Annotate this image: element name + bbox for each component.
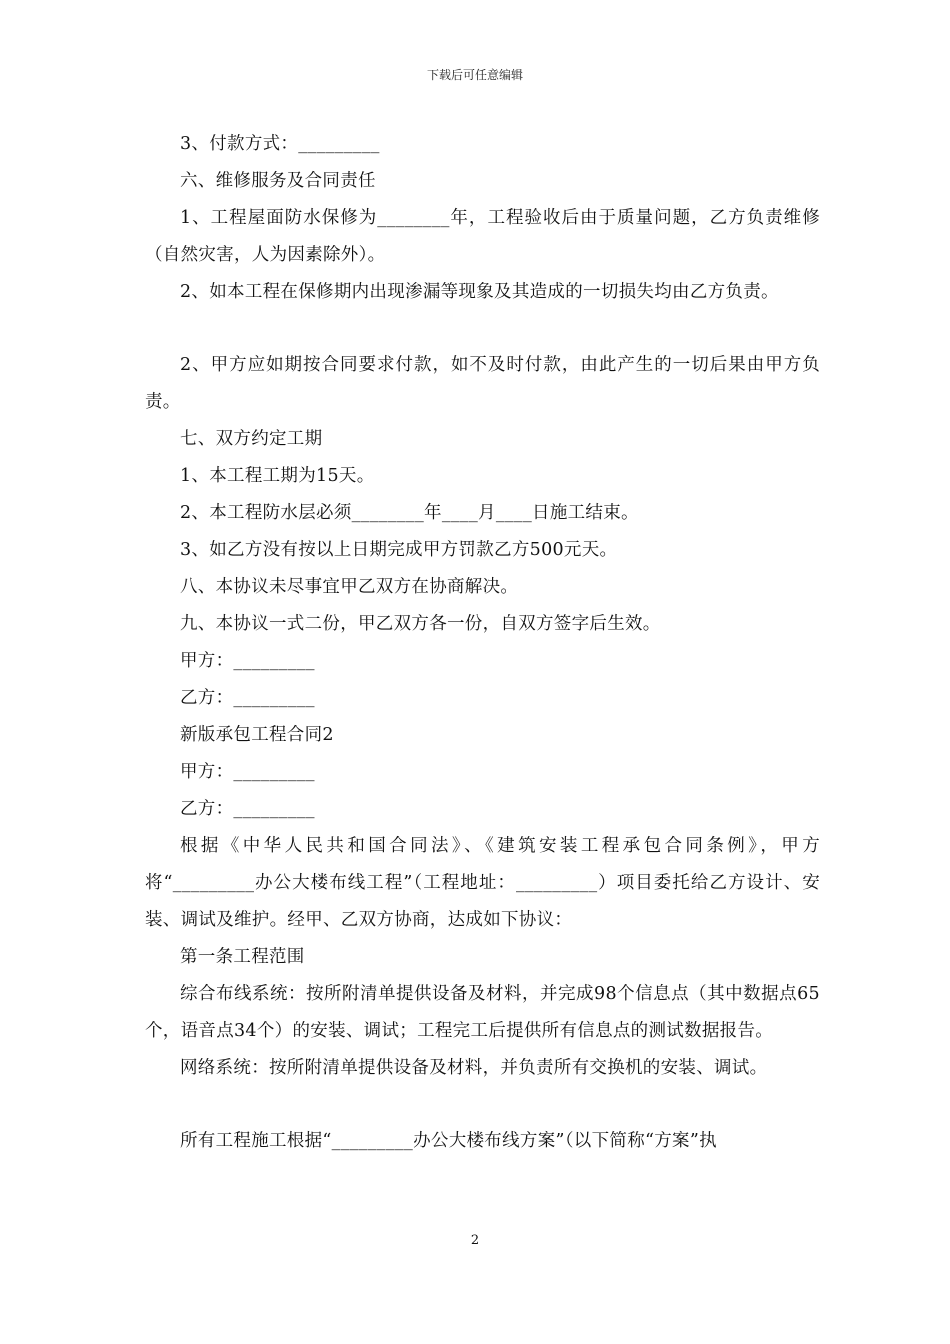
page-header: 下载后可任意编辑 (426, 68, 523, 82)
section-heading: 八、本协议未尽事宜甲乙双方在协商解决。 (180, 577, 519, 597)
paragraph: 根据《中华人民共和国合同法》、《建筑安装工程承包合同条例》，甲方将“_________办公大楼布线工程”（工程地址：_________）项目委托给乙方设计、安装、调试及维护。经甲、乙双方协商，达成如下协议： (145, 836, 820, 930)
party-a-signature-line: 甲方：_________ (180, 651, 315, 671)
paragraph: 2、如本工程在保修期内出现渗漏等现象及其造成的一切损失均由乙方负责。 (180, 282, 779, 302)
section-heading: 六、维修服务及合同责任 (180, 171, 376, 191)
section-heading: 九、本协议一式二份，甲乙双方各一份，自双方签字后生效。 (180, 614, 661, 634)
paragraph: 所有工程施工根据“_________办公大楼布线方案”（以下简称“方案”执 (180, 1131, 717, 1151)
paragraph: 1、本工程工期为15天。 (180, 466, 375, 486)
document-body (145, 126, 820, 1160)
paragraph: 1、工程屋面防水保修为________年，工程验收后由于质量问题，乙方负责维修（自然灾害，人为因素除外）。 (145, 208, 820, 265)
paragraph: 3、如乙方没有按以上日期完成甲方罚款乙方500元天。 (180, 540, 618, 560)
section-heading: 七、双方约定工期 (180, 429, 323, 449)
page-number: 2 (470, 1233, 480, 1248)
blank-line (145, 311, 820, 347)
contract-title: 新版承包工程合同2 (180, 725, 334, 745)
party-b-signature-line: 乙方：_________ (180, 688, 315, 708)
party-b-line: 乙方：_________ (180, 799, 315, 819)
party-a-line: 甲方：_________ (180, 762, 315, 782)
paragraph: 2、本工程防水层必须________年____月____日施工结束。 (180, 503, 639, 523)
paragraph: 网络系统：按所附清单提供设备及材料，并负责所有交换机的安装、调试。 (180, 1058, 768, 1078)
paragraph: 3、付款方式：_________ (180, 134, 380, 154)
paragraph: 2、甲方应如期按合同要求付款，如不及时付款，由此产生的一切后果由甲方负责。 (145, 355, 820, 412)
blank-line (145, 1087, 820, 1123)
article-heading: 第一条工程范围 (180, 947, 305, 967)
paragraph: 综合布线系统：按所附清单提供设备及材料，并完成98个信息点（其中数据点65个，语音点34个）的安装、调试；工程完工后提供所有信息点的测试数据报告。 (145, 984, 820, 1041)
